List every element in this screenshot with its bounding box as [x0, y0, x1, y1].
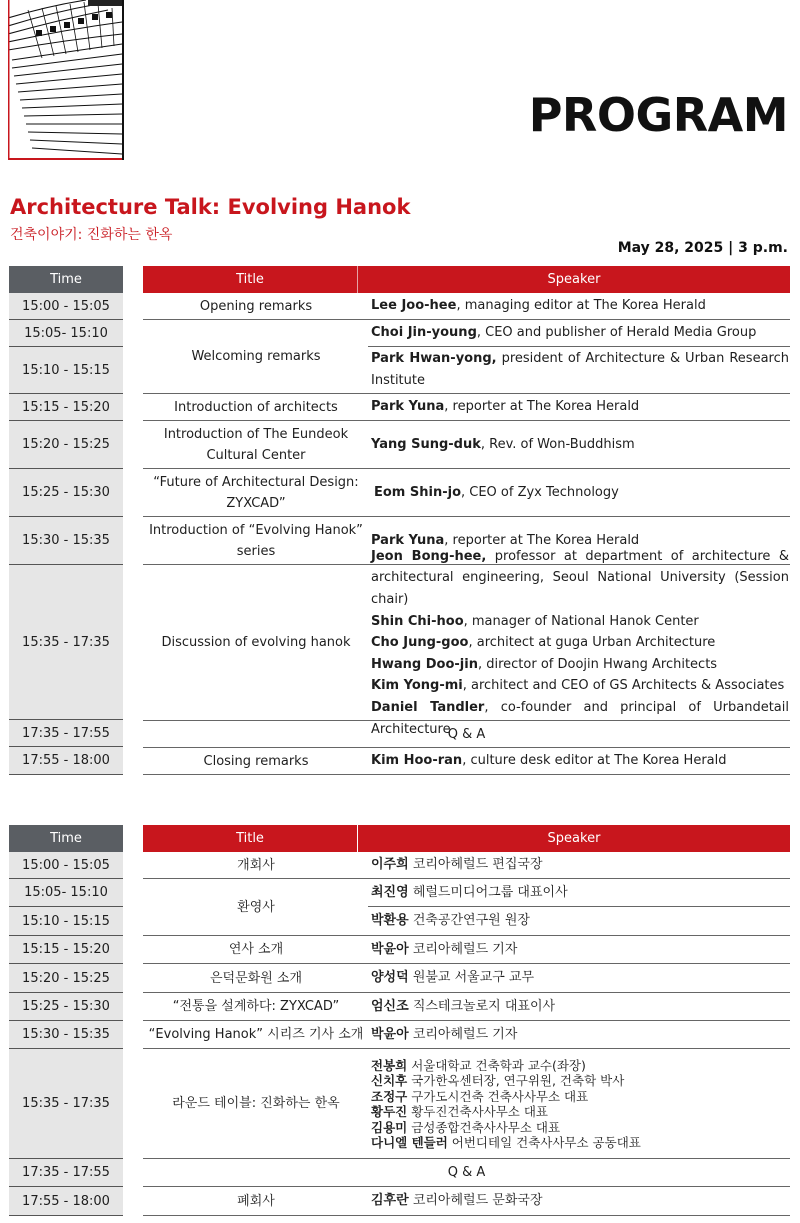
hanok-roof-illustration — [8, 0, 124, 160]
speaker-name: Daniel Tandler — [371, 699, 485, 715]
program-heading: PROGRAM — [528, 88, 788, 142]
speaker-name: 김후란 — [371, 1193, 409, 1209]
speaker-cell — [371, 964, 789, 992]
time-cell: 15:25 - 15:30 — [9, 993, 123, 1021]
time-cell: 15:25 - 15:30 — [9, 469, 123, 517]
column-header-title: Title — [143, 266, 358, 293]
column-header-time: Time — [9, 266, 123, 293]
speaker-cell — [371, 936, 789, 963]
speaker-role: 코리아헤럴드 편집국장 — [408, 857, 543, 873]
session-title: “Future of Architectural Design: ZYXCAD” — [153, 474, 359, 511]
session-title: 연사 소개 — [228, 942, 284, 957]
speaker-name: Kim Hoo-ran — [371, 753, 463, 769]
speaker-name: 양성덕 — [371, 970, 409, 986]
speaker-name: Park Yuna — [371, 399, 445, 415]
speaker-role: 직스테크놀로지 대표이사 — [408, 998, 556, 1014]
speaker-role: , co-founder and principal of Urbandetail Architecture — [371, 699, 789, 737]
speaker-name: Park Hwan-yong, — [371, 351, 497, 367]
column-header-title: Title — [143, 825, 357, 852]
speaker-role: , Rev. of Won-Buddhism — [480, 436, 635, 452]
row-divider — [143, 774, 790, 775]
speaker-name: Kim Yong-mi — [371, 678, 463, 694]
speaker-cell — [371, 879, 789, 906]
event-title: Architecture Talk: Evolving Hanok — [10, 195, 411, 219]
speaker-role: 코리아헤럴드 기자 — [408, 1026, 518, 1042]
speaker-name: Eom Shin-jo — [374, 484, 461, 500]
speaker-name: 신치후 — [371, 1073, 408, 1088]
speaker-name: Park Yuna — [371, 532, 445, 548]
speaker-name: 조정구 — [371, 1088, 408, 1104]
speaker-role: 헤럴드미디어그룹 대표이사 — [408, 884, 568, 900]
session-title: Introduction of architects — [174, 399, 338, 415]
session-title: 폐회사 — [237, 1193, 275, 1209]
speaker-name: 박윤아 — [371, 941, 409, 957]
speaker-name: Shin Chi-hoo — [371, 613, 464, 629]
speaker-name: 최진영 — [371, 884, 409, 900]
time-cell: 15:15 - 15:20 — [9, 394, 123, 421]
session-title: Opening remarks — [199, 298, 313, 314]
session-title: Closing remarks — [203, 753, 309, 769]
speaker-role: 원불교 서울교구 교무 — [408, 970, 535, 986]
speaker-cell — [371, 1187, 789, 1215]
session-title: “Evolving Hanok” 시리즈 기사 소개 — [148, 1027, 364, 1042]
speaker-name: Yang Sung-duk — [371, 436, 481, 452]
speaker-role: 어번디테일 건축사사무소 공동대표 — [447, 1135, 641, 1150]
speaker-cell — [371, 421, 789, 468]
speaker-role: , architect at guga Urban Architecture — [468, 635, 716, 651]
time-cell: 15:05- 15:10 — [9, 320, 123, 347]
speaker-name: 다니엘 텐들러 — [371, 1135, 448, 1150]
speaker-role: , reporter at The Korea Herald — [444, 399, 640, 415]
speaker-cell — [371, 293, 789, 319]
time-cell: 15:05- 15:10 — [9, 879, 123, 907]
time-cell: 15:20 - 15:25 — [9, 964, 123, 993]
speaker-cell — [371, 852, 789, 878]
speaker-role: , culture desk editor at The Korea Herald — [462, 753, 727, 769]
speaker-cell — [371, 907, 789, 935]
speaker-cell — [374, 469, 792, 516]
session-title: 라운드 테이블: 진화하는 한옥 — [172, 1096, 340, 1111]
speaker-cell — [371, 394, 789, 420]
session-title: Introduction of The Eundeok Cultural Center — [163, 426, 349, 463]
session-title: Introduction of “Evolving Hanok” series — [149, 522, 363, 559]
time-cell: 15:30 - 15:35 — [9, 517, 123, 565]
speaker-cell — [371, 748, 789, 774]
time-cell: 15:30 - 15:35 — [9, 1021, 123, 1049]
time-cell: 15:35 - 17:35 — [9, 1049, 123, 1159]
column-header-time: Time — [9, 825, 123, 852]
row-divider — [143, 1215, 790, 1216]
column-header-speaker: Speaker — [358, 825, 790, 852]
speaker-role: , managing editor at The Korea Herald — [456, 298, 706, 314]
speaker-name: 엄신조 — [371, 998, 409, 1014]
session-title: “전통을 설계하다: ZYXCAD” — [172, 999, 340, 1014]
speaker-role: president of Architecture & Urban Research Institute — [371, 351, 789, 388]
speaker-name: Cho Jung-goo — [371, 635, 469, 651]
speaker-name: 전봉희 — [371, 1057, 408, 1073]
speaker-role: , architect and CEO of GS Architects & Associates — [462, 678, 785, 694]
speaker-role: , reporter at The Korea Herald — [444, 532, 640, 548]
time-cell: 17:35 - 17:55 — [9, 1159, 123, 1187]
time-cell: 17:35 - 17:55 — [9, 720, 123, 747]
speaker-name: Lee Joo-hee — [371, 298, 457, 314]
speaker-name: Choi Jin-young — [371, 325, 477, 341]
speaker-cell — [371, 1052, 789, 1156]
time-cell: 15:35 - 17:35 — [9, 565, 123, 720]
time-cell: 15:00 - 15:05 — [9, 852, 123, 879]
speaker-role: 건축공간연구원 원장 — [408, 913, 530, 929]
column-header-speaker: Speaker — [358, 266, 790, 293]
time-cell: 15:20 - 15:25 — [9, 421, 123, 469]
qa-session: Q & A — [447, 1165, 486, 1180]
session-title: Discussion of evolving hanok — [161, 635, 351, 650]
speaker-role: 코리아헤럴드 기자 — [408, 941, 518, 957]
speaker-name: Jeon Bong-hee, — [371, 548, 487, 564]
speaker-role: professor at department of architecture & architectural engineering, Seoul National University (Session chair) — [371, 548, 789, 608]
speaker-role: , manager of National Hanok Center — [463, 613, 699, 629]
speaker-role: , CEO of Zyx Technology — [461, 484, 619, 500]
qa-session: Q & A — [447, 726, 486, 742]
time-cell: 17:55 - 18:00 — [9, 747, 123, 775]
time-cell: 17:55 - 18:00 — [9, 1187, 123, 1216]
session-title: Welcoming remarks — [191, 349, 321, 364]
event-date: May 28, 2025 | 3 p.m. — [617, 240, 788, 256]
speaker-role: 황두진건축사사무소 대표 — [407, 1104, 549, 1119]
session-title: 개회사 — [237, 857, 275, 873]
speaker-role: 코리아헤럴드 문화국장 — [408, 1193, 543, 1209]
speaker-role: 구가도시건축 건축사사무소 대표 — [407, 1088, 589, 1104]
time-cell: 15:10 - 15:15 — [9, 347, 123, 394]
session-title: 환영사 — [237, 899, 275, 915]
speaker-cell — [371, 320, 789, 346]
speaker-name: Hwang Doo-jin — [371, 656, 478, 672]
speaker-name: 이주희 — [371, 857, 409, 873]
speaker-role: , CEO and publisher of Herald Media Group — [476, 325, 757, 341]
speaker-role: 서울대학교 건축학과 교수(좌장) — [407, 1057, 586, 1073]
speaker-role: , director of Doojin Hwang Architects — [477, 656, 718, 672]
speaker-name: 박환용 — [371, 913, 409, 929]
session-title: 은덕문화원 소개 — [209, 970, 303, 986]
time-cell: 15:15 - 15:20 — [9, 936, 123, 964]
event-title-korean: 건축이야기: 진화하는 한옥 — [10, 227, 173, 243]
speaker-role: 국가한옥센터장, 연구위원, 건축학 박사 — [407, 1073, 625, 1088]
speaker-cell — [371, 1021, 789, 1048]
speaker-role: 금성종합건축사사무소 대표 — [407, 1119, 561, 1135]
time-cell: 15:10 - 15:15 — [9, 907, 123, 936]
speaker-name: 김용미 — [371, 1119, 408, 1135]
speaker-name: 박윤아 — [371, 1026, 409, 1042]
speaker-cell — [371, 993, 789, 1020]
speaker-name: 황두진 — [371, 1104, 408, 1119]
speaker-cell — [371, 347, 789, 393]
time-cell: 15:00 - 15:05 — [9, 293, 123, 320]
